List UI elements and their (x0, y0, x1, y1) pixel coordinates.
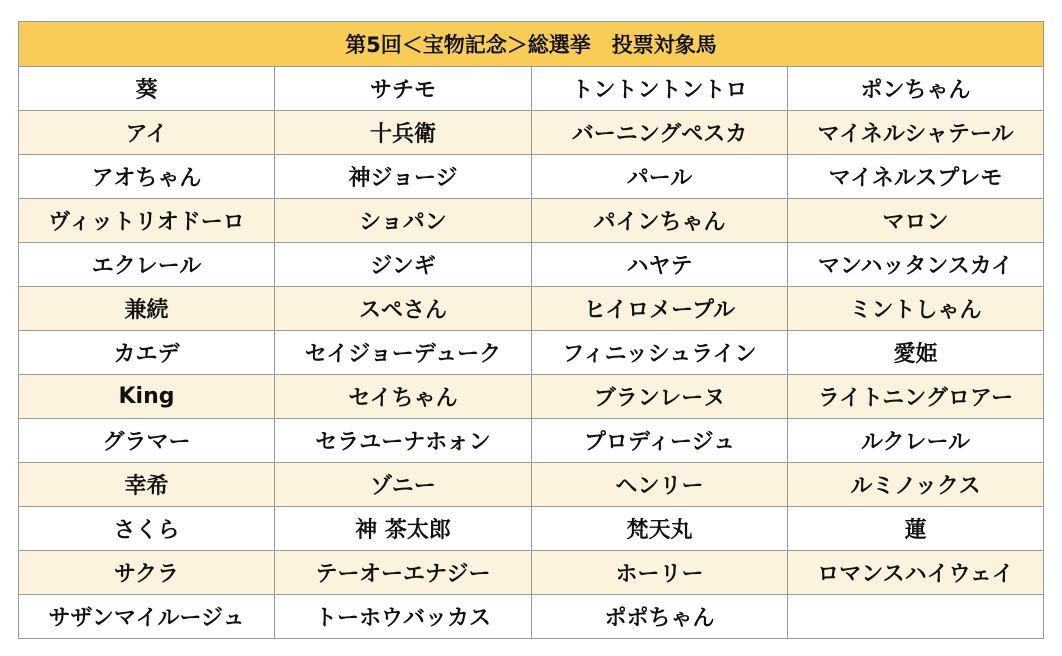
candidate-horse-table (18, 21, 1044, 639)
horse-name-cell: ライトニングロアー (788, 375, 1044, 419)
horse-name-cell: エクレール (19, 243, 275, 287)
horse-name-cell: 葵 (19, 67, 275, 111)
horse-name-cell: パインちゃん (532, 199, 788, 243)
horse-name-cell: マイネルシャテール (788, 111, 1044, 155)
horse-name-cell: アイ (19, 111, 275, 155)
horse-name-cell: サチモ (275, 67, 532, 111)
horse-name-cell: セラユーナホォン (275, 419, 532, 463)
table-row (19, 287, 1044, 331)
horse-name-cell: ルミノックス (788, 463, 1044, 507)
horse-name-cell: グラマー (19, 419, 275, 463)
horse-name-cell: ショパン (275, 199, 532, 243)
horse-name-cell: 十兵衛 (275, 111, 532, 155)
horse-name-cell: 梵天丸 (532, 507, 788, 551)
horse-name-cell: ホーリー (532, 551, 788, 595)
table-row (19, 155, 1044, 199)
table-row (19, 199, 1044, 243)
horse-name-cell: ミントしゃん (788, 287, 1044, 331)
horse-name-cell: King (19, 375, 275, 419)
horse-name-cell: ルクレール (788, 419, 1044, 463)
table-row (19, 243, 1044, 287)
horse-name-cell: 神 茶太郎 (275, 507, 532, 551)
table-row (19, 419, 1044, 463)
horse-name-cell: サクラ (19, 551, 275, 595)
table-title-row (19, 22, 1044, 67)
horse-name-cell: マロン (788, 199, 1044, 243)
table-title: 第5回＜宝物記念＞総選挙 投票対象馬 (19, 22, 1044, 67)
horse-name-cell: テーオーエナジー (275, 551, 532, 595)
horse-name-cell: 蓮 (788, 507, 1044, 551)
horse-name-cell: セイジョーデューク (275, 331, 532, 375)
horse-name-cell: ポンちゃん (788, 67, 1044, 111)
horse-name-cell: 兼続 (19, 287, 275, 331)
table-row (19, 507, 1044, 551)
horse-name-cell: ブランレーヌ (532, 375, 788, 419)
horse-name-cell: ヴィットリオドーロ (19, 199, 275, 243)
horse-name-cell: 神ジョージ (275, 155, 532, 199)
horse-name-cell: ポポちゃん (532, 595, 788, 639)
horse-name-cell: カエデ (19, 331, 275, 375)
horse-name-cell: 愛姫 (788, 331, 1044, 375)
horse-name-cell: ロマンスハイウェイ (788, 551, 1044, 595)
horse-name-cell: マイネルスプレモ (788, 155, 1044, 199)
table-row (19, 595, 1044, 639)
horse-name-cell: バーニングペスカ (532, 111, 788, 155)
table-row (19, 331, 1044, 375)
horse-name-cell: ヘンリー (532, 463, 788, 507)
table-row (19, 375, 1044, 419)
horse-name-cell (788, 595, 1044, 639)
horse-name-cell: マンハッタンスカイ (788, 243, 1044, 287)
horse-name-cell: プロディージュ (532, 419, 788, 463)
horse-name-cell: ジンギ (275, 243, 532, 287)
horse-name-cell: アオちゃん (19, 155, 275, 199)
horse-name-cell: トントントントロ (532, 67, 788, 111)
horse-name-cell: パール (532, 155, 788, 199)
table-row (19, 551, 1044, 595)
horse-name-cell: さくら (19, 507, 275, 551)
horse-name-cell: ヒイロメープル (532, 287, 788, 331)
horse-name-cell: ハヤテ (532, 243, 788, 287)
horse-name-cell: サザンマイルージュ (19, 595, 275, 639)
table-row (19, 67, 1044, 111)
horse-name-cell: トーホウバッカス (275, 595, 532, 639)
horse-name-cell: スペさん (275, 287, 532, 331)
horse-name-cell: フィニッシュライン (532, 331, 788, 375)
table-body (19, 67, 1044, 639)
horse-name-cell: セイちゃん (275, 375, 532, 419)
table-row (19, 463, 1044, 507)
table-row (19, 111, 1044, 155)
horse-name-cell: ゾニー (275, 463, 532, 507)
horse-name-cell: 幸希 (19, 463, 275, 507)
